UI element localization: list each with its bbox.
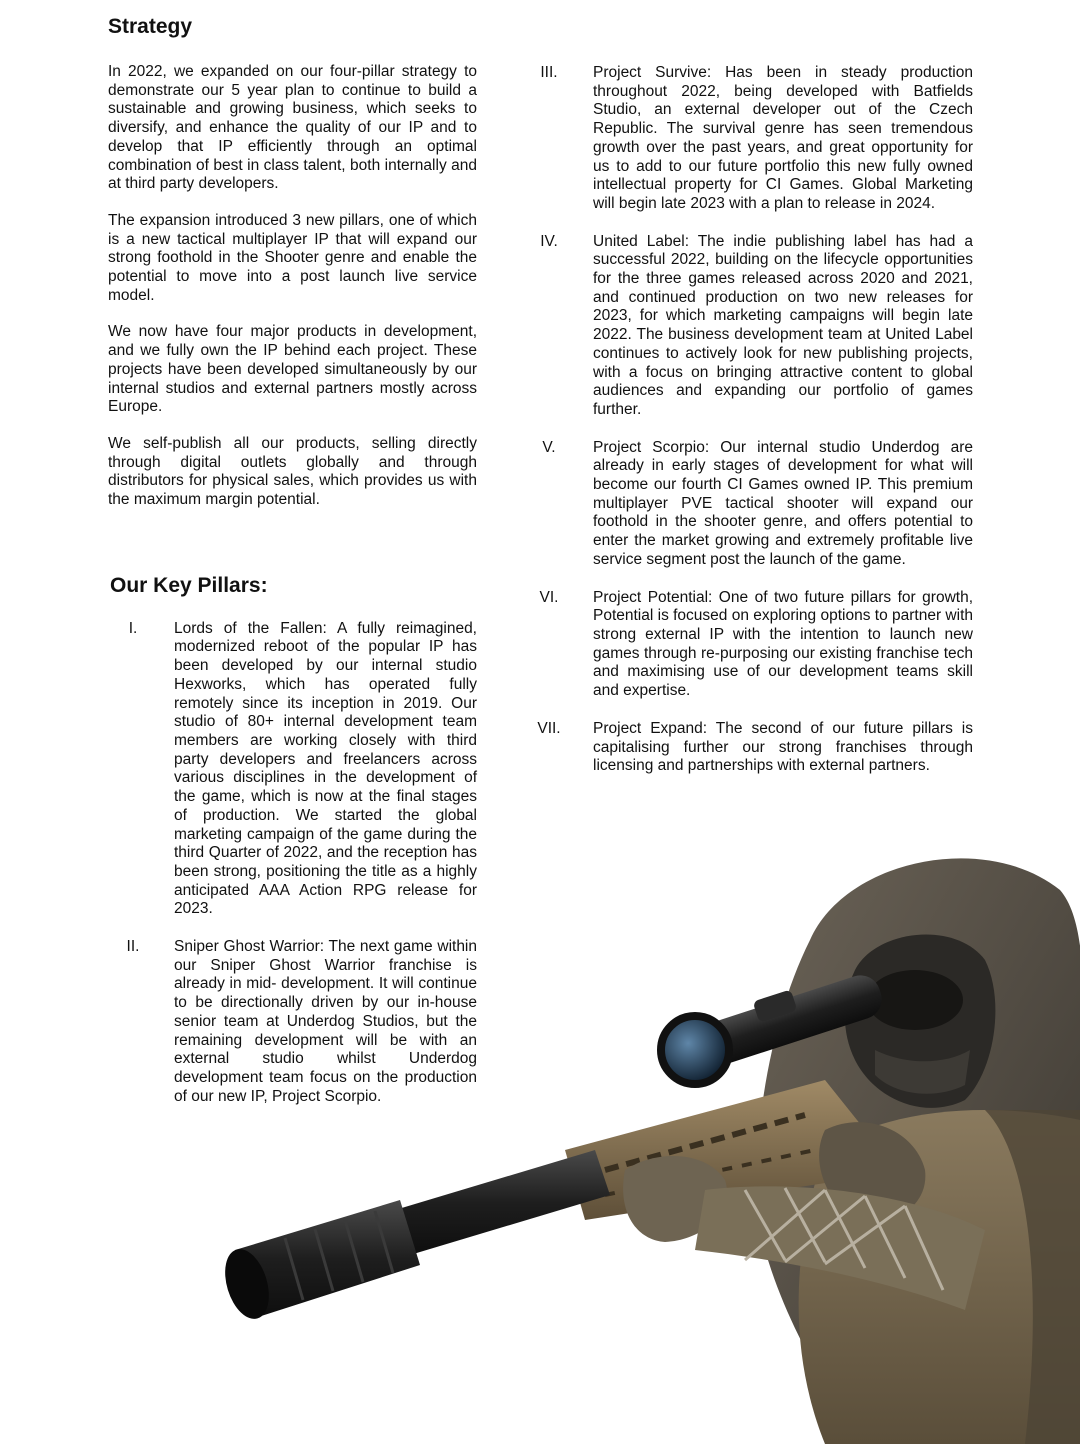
strategy-heading: Strategy bbox=[108, 15, 193, 38]
pillar-item bbox=[542, 438, 973, 570]
pillar-text: Project Survive: Has been in steady production throughout 2022, being developed with Batfields Studio, an external developer out of the Czech Republic. The survival genre has seen tremendous growth over the past years, and great opportunity for us to add to our future portfolio this new fully owned intellectual property for CI Games. Global Marketing will begin late 2023 with a plan to release in 2024. bbox=[593, 64, 973, 212]
pillar-item bbox=[539, 588, 973, 701]
pillar-item bbox=[540, 64, 973, 214]
pillar-text: Lords of the Fallen: A fully reimagined, modernized reboot of the popular IP has been developed by our internal studio Hexworks, which has operated fully remotely since its inception in 2019. Our studio of 80+ internal development team members are working closely with third party developers and freelancers across various disciplines in the development of the game, which is now at the final stages of production. We started the global marketing campaign of the game during the third Quarter of 2022, and the reception has been strong, positioning the title as a highly anticipated AAA Action RPG release for 2023. bbox=[174, 619, 477, 918]
rifle-barrel bbox=[395, 1150, 610, 1255]
strategy-paragraph: We now have four major products in development, and we fully own the IP behind each project. These projects have been developed simultaneously by our internal studios and external partners mostly across Europe. bbox=[108, 323, 477, 416]
pillar-text: Project Scorpio: Our internal studio Underdog are already in early stages of development for what will become our fourth CI Games owned IP. This premium multiplayer PVE tactical shooter will expand our foothold in the shooter genre, and offers potential to enter the market growing and extremely profitable live service segment post the launch of the game. bbox=[593, 438, 973, 568]
pillar-text: Project Expand: The second of our future pillars is capitalising further our strong franchises through licensing and partnerships with external partners. bbox=[593, 719, 973, 775]
sniper-soldier-illustration bbox=[225, 850, 1080, 1444]
pillar-number: VII. bbox=[537, 719, 561, 737]
pillar-number: IV. bbox=[540, 232, 558, 250]
strategy-paragraph: In 2022, we expanded on our four-pillar strategy to demonstrate our 5 year plan to continue to build a sustainable and growing business, which seeks to diversify, and enhance the quality of our IP and to develop that IP efficiently through an optimal combination of best in class talent, both internally and at third party developers. bbox=[108, 63, 477, 193]
strategy-paragraph: The expansion introduced 3 new pillars, one of which is a new tactical multiplayer IP that will expand our strong foothold in the Shooter genre and enable the potential to move into a post launch live service model. bbox=[108, 211, 477, 304]
key-pillars-heading: Our Key Pillars: bbox=[110, 573, 268, 597]
pillar-item bbox=[540, 232, 973, 420]
pillar-text: Sniper Ghost Warrior: The next game within our Sniper Ghost Warrior franchise is already in mid- development. It will continue to be directionally driven by our in-house senior team at Underdog Studios, but the remaining development will be with an external studio whilst Underdog development team focus on the production of our new IP, Project Scorpio. bbox=[174, 938, 477, 1105]
pillar-text: United Label: The indie publishing label has had a successful 2022, building on the lifecycle opportunities for the three games released across 2020 and 2021, and continued production on two new releases for 2023, for which marketing campaigns will begin late 2022. The business development team at United Label continues to actively look for new publishing projects, with a focus on bringing attractive content to global audiences and expanding our portfolio of games further. bbox=[593, 232, 973, 418]
right-column bbox=[528, 64, 973, 795]
strategy-paragraph: We self-publish all our products, selling directly through digital outlets globally and through distributors for physical sales, which provides us with the maximum margin potential. bbox=[108, 434, 477, 509]
pillar-number: V. bbox=[542, 438, 556, 456]
pillar-number: VI. bbox=[539, 588, 559, 606]
pillar-text: Project Potential: One of two future pillars for growth, Potential is focused on exploring options to partner with strong external IP with the intention to launch new games through re-purposing our existing franchise tech and maximising use of our development teams skill and expertise. bbox=[593, 588, 973, 700]
pillar-number: II. bbox=[126, 938, 140, 956]
scope-lens bbox=[661, 1016, 729, 1084]
pillar-item bbox=[537, 719, 973, 776]
pillar-number: III. bbox=[540, 64, 558, 81]
pillar-number: I. bbox=[128, 619, 138, 637]
